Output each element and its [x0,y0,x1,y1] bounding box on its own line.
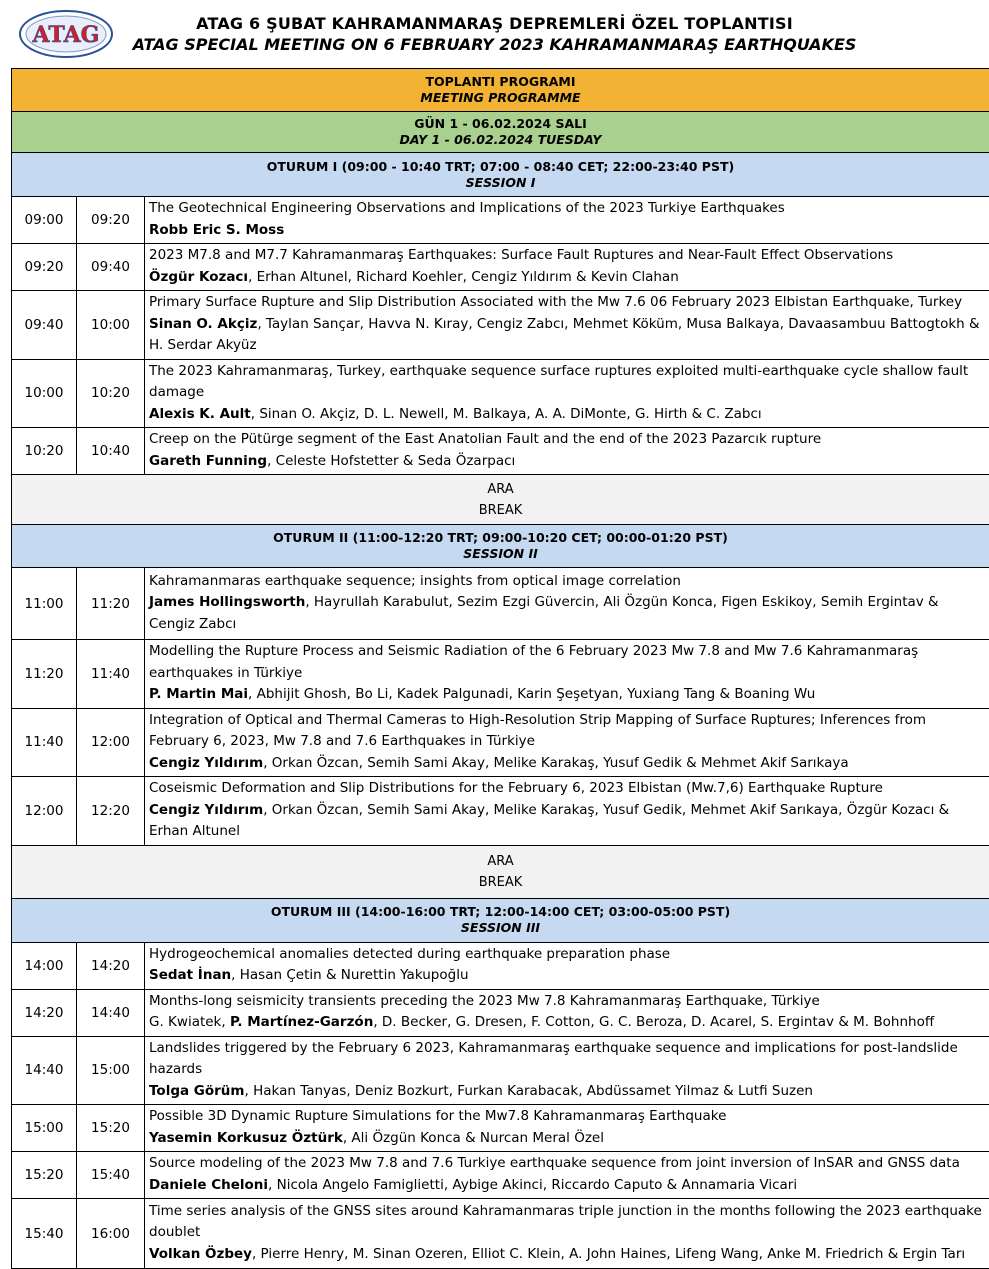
talk-author-prefix: G. Kwiatek, [149,1014,230,1030]
talk-authors [149,1081,985,1103]
talk-presenter: P. Martin Mai [149,686,248,702]
break-row [12,845,989,898]
talk-details [145,708,989,777]
talk-details [145,942,989,989]
talk-end-time: 09:40 [77,244,145,291]
break-label-tr: ARA [12,479,989,500]
talk-presenter: Cengiz Yıldırım [149,755,263,771]
break-row [12,475,989,525]
session-header-row [12,898,989,942]
talk-title: Primary Surface Rupture and Slip Distribution Associated with the Mw 7.6 06 February 2023 Elbistan Earthquake, Turkey [149,292,985,314]
talk-start-time: 14:00 [12,942,77,989]
session-title: OTURUM III (14:00-16:00 TRT; 12:00-14:00 CET; 03:00-05:00 PST) [12,904,989,920]
talk-end-time: 14:20 [77,942,145,989]
talk-end-time: 10:40 [77,428,145,475]
talk-coauthors: , Erhan Altunel, Richard Koehler, Cengiz Yıldırım & Kevin Clahan [248,269,679,285]
talk-start-time: 14:40 [12,1036,77,1105]
talk-title: Modelling the Rupture Process and Seismic Radiation of the 6 February 2023 Mw 7.8 and Mw 7.6 Kahramanmaraş earthquakes in Türkiye [149,641,985,684]
talk-coauthors: , Orkan Özcan, Semih Sami Akay, Melike Karakaş, Yusuf Gedik, Mehmet Akif Sarıkaya, Özgür Kozacı & Erhan Altunel [149,802,949,840]
talk-row [12,291,989,360]
talk-authors [149,220,985,242]
talk-end-time: 11:20 [77,568,145,640]
talk-details [145,359,989,428]
break-label-tr: ARA [12,851,989,872]
talk-authors [149,404,985,426]
session-header-row [12,153,989,197]
programme-band [12,69,989,112]
title-en: ATAG SPECIAL MEETING ON 6 FEBRUARY 2023 KAHRAMANMARAŞ EARTHQUAKES [0,35,989,54]
session-subtitle: SESSION II [12,546,989,562]
session-title: OTURUM II (11:00-12:20 TRT; 09:00-10:20 CET; 00:00-01:20 PST) [12,530,989,546]
programme-table [11,68,989,1269]
talk-authors [149,451,985,473]
session-header-row [12,525,989,568]
talk-coauthors: , Sinan O. Akçiz, D. L. Newell, M. Balkaya, A. A. DiMonte, G. Hirth & C. Zabcı [251,406,762,422]
talk-start-time: 11:00 [12,568,77,640]
talk-title: Kahramanmaras earthquake sequence; insights from optical image correlation [149,571,985,593]
talk-title: 2023 M7.8 and M7.7 Kahramanmaraş Earthquakes: Surface Fault Ruptures and Near-Fault Effect Observations [149,245,985,267]
talk-row [12,777,989,846]
session-title: OTURUM I (09:00 - 10:40 TRT; 07:00 - 08:40 CET; 22:00-23:40 PST) [12,159,989,175]
talk-start-time: 09:40 [12,291,77,360]
talk-end-time: 16:00 [77,1199,145,1269]
talk-end-time: 10:20 [77,359,145,428]
talk-authors [149,267,985,289]
talk-coauthors: , Pierre Henry, M. Sinan Ozeren, Elliot C. Klein, A. John Haines, Lifeng Wang, Anke M. Friedrich & Ergin Tarı [252,1246,965,1262]
talk-presenter: Özgür Kozacı [149,269,248,285]
talk-coauthors: , D. Becker, G. Dresen, F. Cotton, G. C. Beroza, D. Acarel, S. Ergintav & M. Bohnhoff [373,1014,934,1030]
day-band [12,112,989,153]
talk-row [12,989,989,1036]
talk-presenter: P. Martínez-Garzón [230,1014,373,1030]
talk-row [12,640,989,709]
talk-presenter: Tolga Görüm [149,1083,244,1099]
talk-authors [149,314,985,357]
talk-end-time: 15:40 [77,1152,145,1199]
talk-end-time: 09:20 [77,197,145,244]
talk-start-time: 09:00 [12,197,77,244]
talk-start-time: 11:20 [12,640,77,709]
talk-details [145,428,989,475]
talk-presenter: Sinan O. Akçiz [149,316,257,332]
talk-coauthors: , Taylan Sançar, Havva N. Kıray, Cengiz Zabcı, Mehmet Köküm, Musa Balkaya, Davaasambuu Battogtokh & H. Serdar Akyüz [149,316,980,354]
talk-coauthors: , Hasan Çetin & Nurettin Yakupoğlu [231,967,468,983]
talk-row [12,708,989,777]
talk-authors [149,1128,985,1150]
talk-details [145,1036,989,1105]
talk-authors [149,800,985,843]
talk-row [12,1152,989,1199]
talk-presenter: Sedat İnan [149,967,231,983]
session-subtitle: SESSION I [12,175,989,191]
talk-details [145,1199,989,1269]
talk-details [145,989,989,1036]
talk-title: Landslides triggered by the February 6 2023, Kahramanmaraş earthquake sequence and implications for post-landslide hazards [149,1038,985,1081]
day-en: DAY 1 - 06.02.2024 TUESDAY [12,132,989,148]
talk-end-time: 15:20 [77,1105,145,1152]
talk-start-time: 15:40 [12,1199,77,1269]
talk-coauthors: , Hayrullah Karabulut, Sezim Ezgi Güvercin, Ali Özgün Konca, Figen Eskikoy, Semih Ergintav & Cengiz Zabcı [149,594,939,632]
title-block [0,14,989,54]
talk-end-time: 10:00 [77,291,145,360]
programme-tr: TOPLANTI PROGRAMI [12,74,989,90]
talk-start-time: 15:00 [12,1105,77,1152]
talk-coauthors: , Ali Özgün Konca & Nurcan Meral Özel [343,1130,604,1146]
talk-coauthors: , Orkan Özcan, Semih Sami Akay, Melike Karakaş, Yusuf Gedik & Mehmet Akif Sarıkaya [263,755,848,771]
talk-start-time: 09:20 [12,244,77,291]
talk-start-time: 15:20 [12,1152,77,1199]
talk-authors [149,1244,985,1266]
talk-coauthors: , Nicola Angelo Famiglietti, Aybige Akinci, Riccardo Caputo & Annamaria Vicari [268,1177,797,1193]
talk-details [145,568,989,640]
talk-title: Integration of Optical and Thermal Cameras to High-Resolution Strip Mapping of Surface Ruptures; Inferences from February 6, 2023, Mw 7.8 and 7.6 Earthquakes in Türkiye [149,710,985,753]
talk-row [12,1199,989,1269]
talk-start-time: 10:00 [12,359,77,428]
talk-coauthors: , Abhijit Ghosh, Bo Li, Kadek Palgunadi, Karin Şeşetyan, Yuxiang Tang & Boaning Wu [248,686,815,702]
talk-row [12,359,989,428]
talk-title: The Geotechnical Engineering Observations and Implications of the 2023 Turkiye Earthquakes [149,198,985,220]
talk-authors [149,1012,985,1034]
talk-end-time: 14:40 [77,989,145,1036]
talk-presenter: Gareth Funning [149,453,267,469]
talk-details [145,197,989,244]
programme-en: MEETING PROGRAMME [12,90,989,106]
talk-presenter: Alexis K. Ault [149,406,251,422]
talk-authors [149,965,985,987]
talk-coauthors: , Hakan Tanyas, Deniz Bozkurt, Furkan Karabacak, Abdüssamet Yilmaz & Lutfi Suzen [244,1083,812,1099]
talk-row [12,428,989,475]
talk-coauthors: , Celeste Hofstetter & Seda Özarpacı [267,453,515,469]
talk-details [145,1105,989,1152]
talk-presenter: Volkan Özbey [149,1246,252,1262]
talk-presenter: James Hollingsworth [149,594,305,610]
talk-end-time: 15:00 [77,1036,145,1105]
talk-title: Months-long seismicity transients preceding the 2023 Mw 7.8 Kahramanmaraş Earthquake, Türkiye [149,991,985,1013]
talk-title: Possible 3D Dynamic Rupture Simulations for the Mw7.8 Kahramanmaraş Earthquake [149,1106,985,1128]
talk-details [145,1152,989,1199]
talk-details [145,291,989,360]
talk-title: Creep on the Pütürge segment of the East Anatolian Fault and the end of the 2023 Pazarcık rupture [149,429,985,451]
talk-presenter: Cengiz Yıldırım [149,802,263,818]
talk-details [145,777,989,846]
talk-title: Source modeling of the 2023 Mw 7.8 and 7.6 Turkiye earthquake sequence from joint inversion of InSAR and GNSS data [149,1153,985,1175]
talk-start-time: 14:20 [12,989,77,1036]
talk-authors [149,753,985,775]
talk-row [12,197,989,244]
talk-start-time: 12:00 [12,777,77,846]
session-subtitle: SESSION III [12,920,989,936]
talk-details [145,640,989,709]
break-label-en: BREAK [12,872,989,893]
title-tr: ATAG 6 ŞUBAT KAHRAMANMARAŞ DEPREMLERİ ÖZEL TOPLANTISI [0,14,989,33]
talk-start-time: 10:20 [12,428,77,475]
talk-row [12,942,989,989]
talk-authors [149,592,985,635]
talk-row [12,1036,989,1105]
talk-details [145,244,989,291]
talk-authors [149,1175,985,1197]
talk-presenter: Daniele Cheloni [149,1177,268,1193]
talk-authors [149,684,985,706]
talk-title: Coseismic Deformation and Slip Distributions for the February 6, 2023 Elbistan (Mw.7,6) Earthquake Rupture [149,778,985,800]
talk-end-time: 11:40 [77,640,145,709]
talk-end-time: 12:00 [77,708,145,777]
break-label-en: BREAK [12,500,989,521]
talk-presenter: Robb Eric S. Moss [149,222,284,238]
talk-title: Hydrogeochemical anomalies detected during earthquake preparation phase [149,944,985,966]
talk-row [12,1105,989,1152]
day-tr: GÜN 1 - 06.02.2024 SALI [12,116,989,132]
talk-title: The 2023 Kahramanmaraş, Turkey, earthquake sequence surface ruptures exploited multi-earthquake cycle shallow fault damage [149,361,985,404]
talk-row [12,568,989,640]
logo-text: ATAG [32,22,100,48]
talk-presenter: Yasemin Korkusuz Öztürk [149,1130,343,1146]
talk-title: Time series analysis of the GNSS sites around Kahramanmaras triple junction in the months following the 2023 earthquake doublet [149,1201,985,1244]
talk-row [12,244,989,291]
talk-start-time: 11:40 [12,708,77,777]
talk-end-time: 12:20 [77,777,145,846]
page-header [0,0,989,68]
